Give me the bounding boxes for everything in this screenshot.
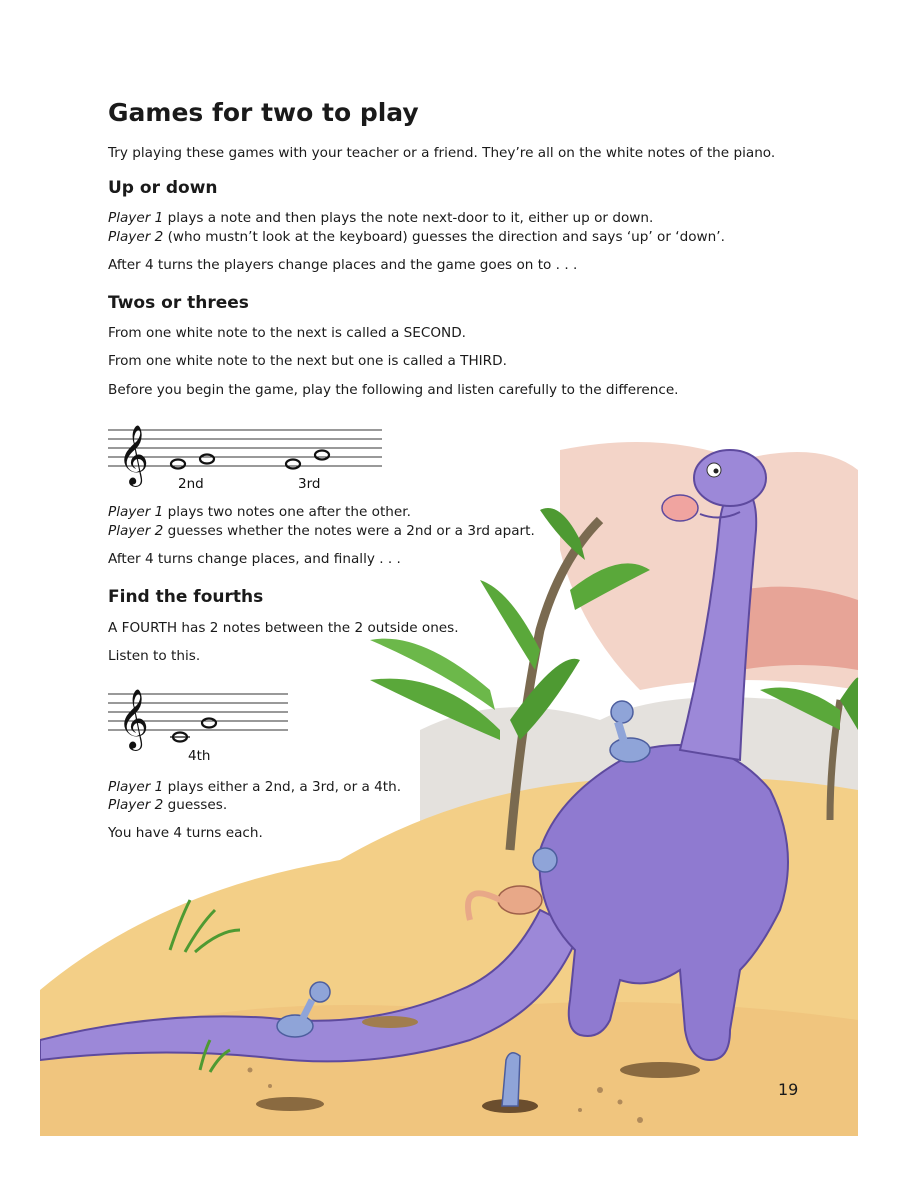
dinosaur-snout bbox=[662, 495, 698, 521]
player1-label: Player 1 bbox=[108, 504, 164, 520]
label-2nd: 2nd bbox=[178, 476, 204, 492]
player2-label: Player 2 bbox=[108, 229, 164, 245]
player2-text: guesses whether the notes were a 2nd or a 3rd apart. bbox=[163, 523, 535, 539]
hole-left bbox=[256, 1097, 324, 1111]
player1-text: plays two notes one after the other. bbox=[163, 504, 411, 520]
player2-label: Player 2 bbox=[108, 797, 164, 813]
label-4th: 4th bbox=[188, 748, 211, 764]
player1-text: plays either a 2nd, a 3rd, or a 4th. bbox=[163, 779, 402, 795]
up-or-down-player1-line bbox=[108, 209, 653, 228]
dinosaur-illustration bbox=[40, 430, 860, 1138]
page-title: Games for two to play bbox=[108, 98, 419, 127]
intro-text: Try playing these games with your teacher or a friend. They’re all on the white notes of the piano. bbox=[108, 145, 776, 161]
heading-twos-or-threes: Twos or threes bbox=[108, 293, 249, 313]
dinosaur-pupil bbox=[714, 469, 719, 474]
page-number: 19 bbox=[778, 1080, 799, 1099]
label-3rd: 3rd bbox=[298, 476, 321, 492]
volcano-smoke bbox=[740, 587, 858, 670]
third-definition: From one white note to the next but one is called a THIRD. bbox=[108, 353, 507, 369]
treble-clef-icon: 𝄞 bbox=[118, 689, 149, 749]
hole-middle bbox=[362, 1016, 418, 1028]
player2-text: guesses. bbox=[163, 797, 228, 813]
footprint-hole bbox=[620, 1062, 700, 1078]
player2-text: (who mustn’t look at the keyboard) guesses the direction and says ‘up’ or ‘down’. bbox=[163, 229, 725, 245]
second-definition: From one white note to the next is called a SECOND. bbox=[108, 325, 466, 341]
listen-text: Listen to this. bbox=[108, 648, 201, 664]
up-or-down-after: After 4 turns the players change places and the game goes on to . . . bbox=[108, 257, 578, 273]
twos-after: After 4 turns change places, and finally . . . bbox=[108, 551, 401, 567]
player2-label: Player 2 bbox=[108, 523, 164, 539]
heading-up-or-down: Up or down bbox=[108, 178, 218, 198]
player1-label: Player 1 bbox=[108, 210, 164, 226]
heading-find-the-fourths: Find the fourths bbox=[108, 587, 264, 607]
up-or-down-player2-line bbox=[108, 228, 725, 247]
turns-text: You have 4 turns each. bbox=[108, 825, 263, 841]
player1-label: Player 1 bbox=[108, 779, 164, 795]
treble-clef-icon: 𝄞 bbox=[118, 425, 149, 485]
fourth-definition: A FOURTH has 2 notes between the 2 outside ones. bbox=[108, 620, 459, 636]
dinosaur-head bbox=[694, 450, 766, 506]
player1-text: plays a note and then plays the note next-door to it, either up or down. bbox=[163, 210, 654, 226]
before-begin-text: Before you begin the game, play the following and listen carefully to the difference. bbox=[108, 382, 679, 398]
